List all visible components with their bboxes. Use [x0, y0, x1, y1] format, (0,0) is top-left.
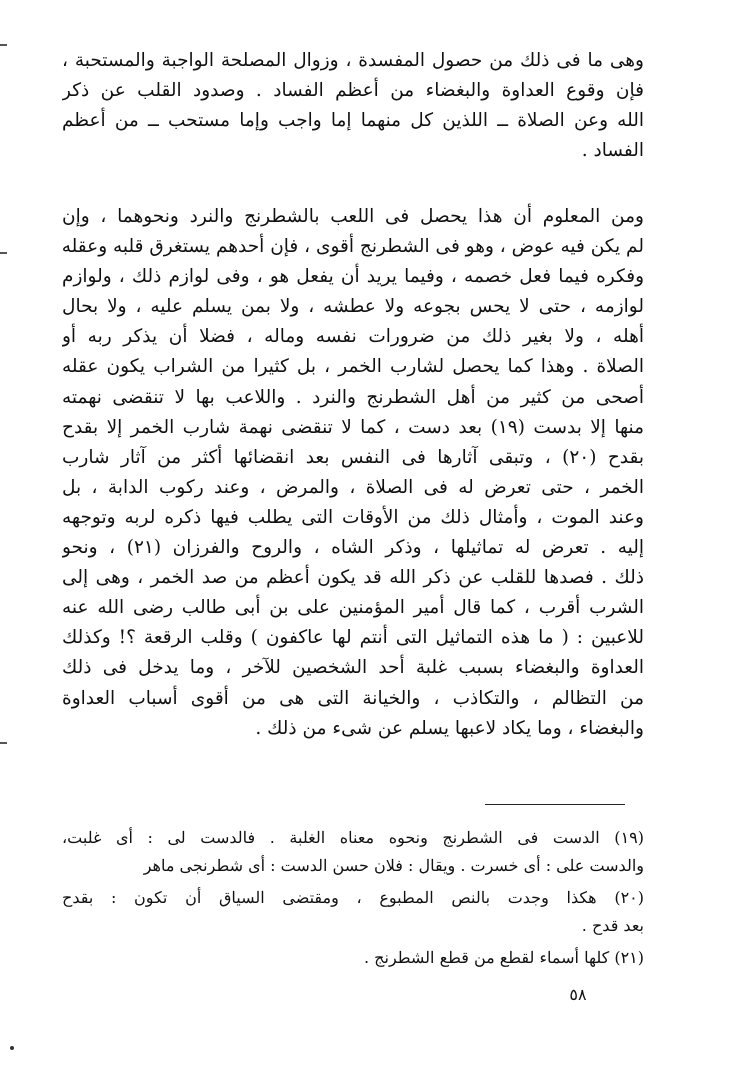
text-line: الصلاة . وهذا كما يحصل لشارب الخمر ، بل كثيرا من الشراب يكون عقله [62, 356, 644, 378]
text-line: منها إلا بدست (١٩) بعد دست ، كما لا تنقضى نهمة شارب الخمر إلا بقدح [62, 416, 644, 438]
footnotes [62, 824, 644, 972]
text-line: الشرب أقرب ، كما قال أمير المؤمنين على بن أبى طالب رضى الله عنه [62, 597, 644, 619]
text-line: لوازمه ، حتى لا يحس بجوعه ولا عطشه ، ولا بمن يسلم عليه ، ولا بحال [62, 296, 644, 318]
text-line: من التظالم ، والتكاذب ، والخيانة التى هى من أقوى أسباب العداوة [62, 687, 644, 709]
text-line: وفكره فيما فعل خصمه ، وفيما يريد أن يفعل هو ، وفى لوازم ذلك ، ولوازم [62, 266, 644, 288]
paragraph-1 [62, 46, 644, 166]
text-line: لم يكن فيه عوض ، وهو فى الشطرنج أقوى ، فإن أحدهم يستغرق قلبه وعقله [62, 236, 644, 258]
footnote-line: (٢٠) هكذا وجدت بالنص المطبوع ، ومقتضى السياق أن تكون : بقدح [62, 888, 644, 907]
text-line: أهله ، ولا بغير ذلك من ضرورات نفسه وماله ، فضلا أن يذكر ربه أو [62, 326, 644, 348]
text-line: ومن المعلوم أن هذا يحصل فى اللعب بالشطرنج والنرد ونحوهما ، وإن [62, 206, 644, 227]
footnote-line: والدست على : أى خسرت . ويقال : فلان حسن الدست : أى شطرنجى ماهر [143, 856, 644, 875]
text-line: للاعبين : ( ما هذه التماثيل التى أنتم لها عاكفون ) وقلب الرقعة ؟! وكذلك [62, 627, 644, 649]
text-line: بقدح (٢٠) ، وتبقى آثارها فى النفس بعد انقضائها أكثر من آثار شارب [62, 446, 644, 468]
text-line: وعند الموت ، وأمثال ذلك من الأوقات التى يطلب فيها ذكره لربه وتوجهه [62, 506, 644, 528]
scan-speck [10, 1046, 14, 1050]
text-line: إليه . تعرض له تماثيلها ، وذكر الشاه ، والروح والفرزان (٢١) ، ونحو [62, 537, 644, 559]
footnote-line: بعد قدح . [581, 916, 644, 935]
paragraph-2 [62, 202, 644, 744]
footnote-separator-rule [485, 804, 625, 805]
footnote-line: (١٩) الدست فى الشطرنج ونحوه معناه الغلبة . فالدست لى : أى غلبت، [62, 828, 644, 847]
footnote-line: (٢١) كلها أسماء لقطع من قطع الشطرنج . [363, 948, 644, 967]
text-line: فإن وقوع العداوة والبغضاء من أعظم الفساد . وصدود القلب عن ذكر [62, 80, 644, 101]
text-line: وهى ما فى ذلك من حصول المفسدة ، وزوال المصلحة الواجبة والمستحبة ، [62, 50, 644, 71]
text-line: الله وعن الصلاة ــ اللذين كل منهما إما واجب وإما مستحب ــ من أعظم [62, 110, 644, 131]
text-line: والبغضاء ، وما يكاد لاعبها يسلم عن شىء من ذلك . [255, 717, 644, 739]
page-number: ٥٨ [569, 985, 587, 1004]
text-line: العداوة والبغضاء بسبب غلبة أحد الشخصين للآخر ، وما يدخل فى ذلك [62, 657, 644, 679]
scan-edge-mark [0, 44, 7, 46]
text-line: ذلك . فصدها للقلب عن ذكر الله قد يكون أعظم من صد الخمر ، وهى إلى [62, 567, 644, 589]
text-line: الفساد . [581, 140, 644, 161]
footnote-21 [62, 944, 644, 972]
footnote-20 [62, 884, 644, 940]
footnote-19 [62, 824, 644, 880]
scan-edge-mark [0, 252, 7, 254]
scan-edge-mark [0, 742, 7, 744]
text-line: الخمر ، حتى تعرض له فى الصلاة ، والمرض ، وعند ركوب الدابة ، بل [62, 476, 644, 498]
text-line: أصحى من كثير من أهل الشطرنج والنرد . واللاعب بها لا تنقضى نهمته [62, 386, 644, 408]
